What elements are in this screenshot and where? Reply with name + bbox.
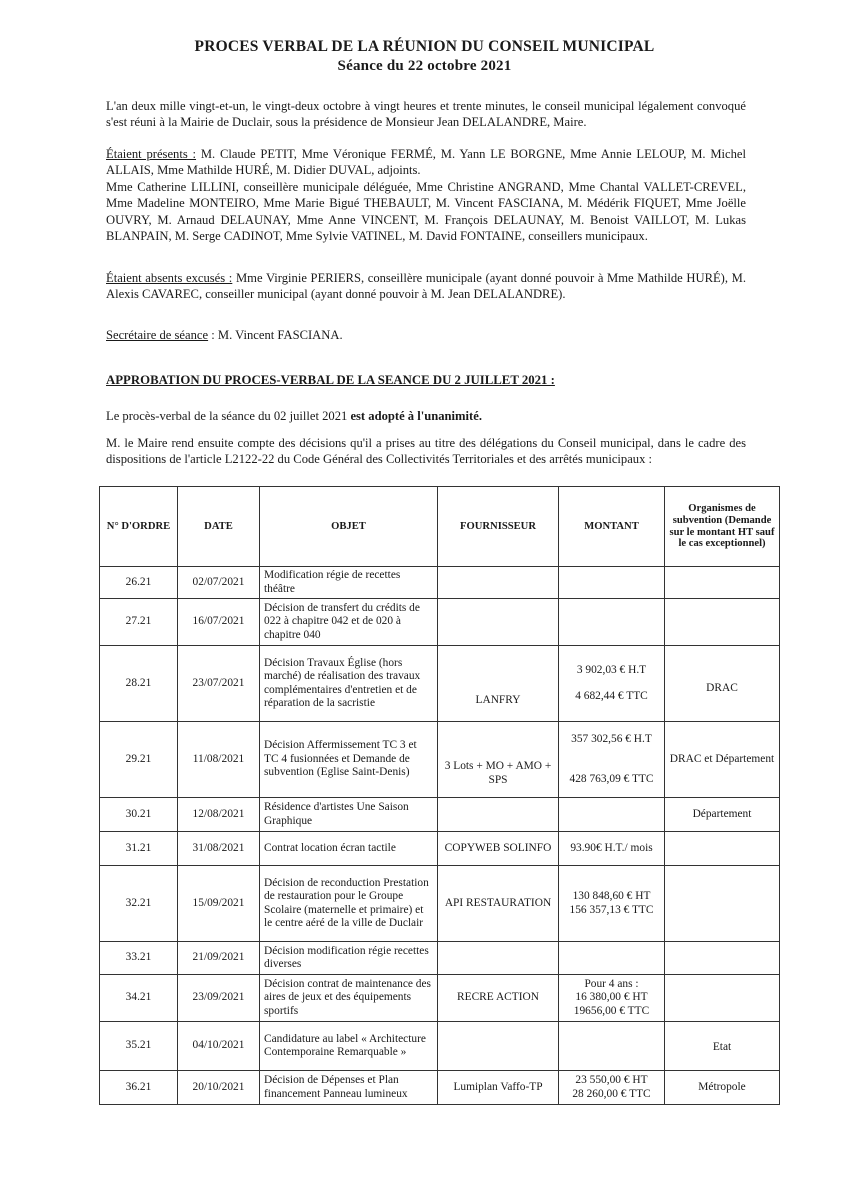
montant-ttc: 156 357,13 € TTC	[569, 903, 654, 916]
cell-objet: Décision Affermissement TC 3 et TC 4 fusionnées et Demande de subvention (Eglise Saint-Denis)	[260, 722, 438, 798]
header-organismes: Organismes de subvention (Demande sur le montant HT sauf le cas exceptionnel)	[665, 487, 780, 567]
cell-montant	[559, 975, 665, 1022]
table-row	[100, 1022, 780, 1071]
header-montant: MONTANT	[559, 487, 665, 567]
cell-fournisseur	[438, 599, 559, 646]
absent-paragraph	[106, 270, 746, 303]
cell-organismes	[665, 567, 780, 599]
cell-montant	[559, 646, 665, 722]
cell-fournisseur: API RESTAURATION	[438, 866, 559, 942]
cell-montant	[559, 866, 665, 942]
cell-organismes	[665, 942, 780, 975]
cell-num: 35.21	[100, 1022, 178, 1071]
present-text: M. Claude PETIT, Mme Véronique FERMÉ, M. Yann LE BORGNE, Mme Annie LELOUP, M. Michel ALLAIS, Mme Mathilde HURÉ, M. Didier DUVAL, adjoints.	[106, 147, 747, 178]
montant-ht: 23 550,00 € HT	[575, 1074, 648, 1087]
header-objet: OBJET	[260, 487, 438, 567]
cell-num: 27.21	[100, 599, 178, 646]
cell-objet: Décision de reconduction Prestation de restauration pour le Groupe Scolaire (maternelle et primaire) et le centre aéré de la ville de Duclair	[260, 866, 438, 942]
approval-result: est adopté à l'unanimité.	[350, 409, 482, 423]
table-row	[100, 646, 780, 722]
secretary-paragraph	[106, 327, 746, 343]
montant-ttc: 28 260,00 € TTC	[572, 1087, 651, 1100]
cell-date: 15/09/2021	[178, 866, 260, 942]
cell-montant	[559, 599, 665, 646]
cell-objet: Décision de transfert du crédits de 022 à chapitre 042 et de 020 à chapitre 040	[260, 599, 438, 646]
present-label: Étaient présents :	[106, 147, 197, 161]
cell-fournisseur: 3 Lots + MO + AMO + SPS	[438, 722, 559, 798]
cell-objet: Décision de Dépenses et Plan financement Panneau lumineux	[260, 1071, 438, 1105]
montant-ht: 16 380,00 € HT	[575, 991, 648, 1004]
cell-date: 12/08/2021	[178, 798, 260, 832]
cell-date: 31/08/2021	[178, 832, 260, 866]
table-row	[100, 599, 780, 646]
cell-fournisseur	[438, 942, 559, 975]
cell-montant	[559, 567, 665, 599]
cell-objet: Résidence d'artistes Une Saison Graphique	[260, 798, 438, 832]
intro-paragraph: L'an deux mille vingt-et-un, le vingt-deux octobre à vingt heures et trente minutes, le conseil municipal légalement convoqué s'est réuni à la Mairie de Duclair, sous la présidence de Monsieur Jean DELALANDRE, Maire.	[106, 99, 746, 130]
cell-organismes: Etat	[665, 1022, 780, 1071]
approval-paragraph	[106, 408, 746, 424]
cell-fournisseur: Lumiplan Vaffo-TP	[438, 1071, 559, 1105]
document-subtitle: Séance du 22 octobre 2021	[337, 58, 512, 74]
cell-organismes: Département	[665, 798, 780, 832]
table-header-row	[100, 487, 780, 567]
cell-organismes	[665, 832, 780, 866]
cell-num: 33.21	[100, 942, 178, 975]
header-date: DATE	[178, 487, 260, 567]
cell-montant	[559, 798, 665, 832]
absent-label: Étaient absents excusés :	[106, 271, 233, 285]
cell-date: 02/07/2021	[178, 567, 260, 599]
cell-montant	[559, 832, 665, 866]
document-title: PROCES VERBAL DE LA RÉUNION DU CONSEIL MUNICIPAL	[194, 38, 655, 55]
approval-text: Le procès-verbal de la séance du 02 juillet 2021	[106, 409, 351, 423]
cell-num: 28.21	[100, 646, 178, 722]
cell-organismes: DRAC	[665, 646, 780, 722]
secretary-label: Secrétaire de séance	[106, 328, 209, 342]
cell-objet: Modification régie de recettes théâtre	[260, 567, 438, 599]
montant-ttc: 428 763,09 € TTC	[569, 772, 654, 785]
header-num: N° D'ORDRE	[100, 487, 178, 567]
table-row	[100, 567, 780, 599]
absent-text: Mme Virginie PERIERS, conseillère municipale (ayant donné pouvoir à Mme Mathilde HURÉ), M. Alexis CAVAREC, conseiller municipal (ayant donné pouvoir à M. Jean DELALANDRE).	[106, 271, 746, 302]
cell-num: 30.21	[100, 798, 178, 832]
cell-montant	[559, 1071, 665, 1105]
cell-date: 04/10/2021	[178, 1022, 260, 1071]
cell-date: 11/08/2021	[178, 722, 260, 798]
cell-num: 29.21	[100, 722, 178, 798]
cell-num: 36.21	[100, 1071, 178, 1105]
present-paragraph	[106, 146, 746, 179]
cell-organismes	[665, 866, 780, 942]
cell-montant	[559, 722, 665, 798]
report-paragraph: M. le Maire rend ensuite compte des décisions qu'il a prises au titre des délégations du Conseil municipal, dans le cadre des dispositions de l'article L2122-22 du Code Général des Collectivités Territoriales et des arrêtés municipaux :	[106, 436, 746, 467]
table-row	[100, 942, 780, 975]
montant-ttc: 19656,00 € TTC	[573, 1004, 650, 1017]
cell-fournisseur: LANFRY	[438, 646, 559, 722]
cell-num: 34.21	[100, 975, 178, 1022]
table-row	[100, 798, 780, 832]
secretary-text: : M. Vincent FASCIANA.	[208, 328, 343, 342]
cell-date: 21/09/2021	[178, 942, 260, 975]
montant-ttc: 4 682,44 € TTC	[575, 689, 648, 702]
cell-date: 23/07/2021	[178, 646, 260, 722]
montant-ht: 357 302,56 € H.T	[571, 733, 652, 746]
cell-objet: Décision contrat de maintenance des aires de jeux et des équipements sportifs	[260, 975, 438, 1022]
cell-date: 16/07/2021	[178, 599, 260, 646]
cell-fournisseur	[438, 567, 559, 599]
cell-organismes: DRAC et Département	[665, 722, 780, 798]
table-row	[100, 866, 780, 942]
cell-montant	[559, 1022, 665, 1071]
cell-num: 26.21	[100, 567, 178, 599]
cell-fournisseur	[438, 1022, 559, 1071]
montant-note: Pour 4 ans :	[584, 977, 639, 990]
cell-num: 31.21	[100, 832, 178, 866]
cell-date: 23/09/2021	[178, 975, 260, 1022]
cell-organismes	[665, 975, 780, 1022]
present-paragraph-2: Mme Catherine LILLINI, conseillère municipale déléguée, Mme Christine ANGRAND, Mme Chantal VALLET-CREVEL, Mme Madeline MONTEIRO, Mme Marie Bigué THEBAULT, M. Vincent FASCIANA, M. Médérik FIQUET, Mme Joëlle OUVRY, M. Arnaud DELAUNAY, Mme Anne VINCENT, M. François DELAUNAY, M. Benoist VAILLOT, M. Lukas BLANPAIN, M. Serge CADINOT, Mme Sylvie VATINEL, M. David FONTAINE, conseillers municipaux.	[106, 180, 746, 244]
header-fournisseur: FOURNISSEUR	[438, 487, 559, 567]
cell-objet: Contrat location écran tactile	[260, 832, 438, 866]
cell-num: 32.21	[100, 866, 178, 942]
cell-objet: Décision modification régie recettes diverses	[260, 942, 438, 975]
decisions-table	[99, 486, 780, 1105]
cell-fournisseur: RECRE ACTION	[438, 975, 559, 1022]
table-row	[100, 1071, 780, 1105]
table-row	[100, 975, 780, 1022]
table-row	[100, 832, 780, 866]
montant-ht: 130 848,60 € HT	[572, 890, 651, 903]
cell-date: 20/10/2021	[178, 1071, 260, 1105]
cell-organismes	[665, 599, 780, 646]
cell-objet: Décision Travaux Église (hors marché) de réalisation des travaux complémentaires d'entretien et de réparation de la sacristie	[260, 646, 438, 722]
montant-ht: 3 902,03 € H.T	[576, 664, 647, 677]
table-row	[100, 722, 780, 798]
cell-fournisseur: COPYWEB SOLINFO	[438, 832, 559, 866]
cell-fournisseur	[438, 798, 559, 832]
cell-objet: Candidature au label « Architecture Contemporaine Remarquable »	[260, 1022, 438, 1071]
montant-ht: 93.90€ H.T./ mois	[570, 841, 653, 854]
cell-organismes: Métropole	[665, 1071, 780, 1105]
section-heading: APPROBATION DU PROCES-VERBAL DE LA SEANCE DU 2 JUILLET 2021 :	[106, 373, 555, 387]
cell-montant	[559, 942, 665, 975]
